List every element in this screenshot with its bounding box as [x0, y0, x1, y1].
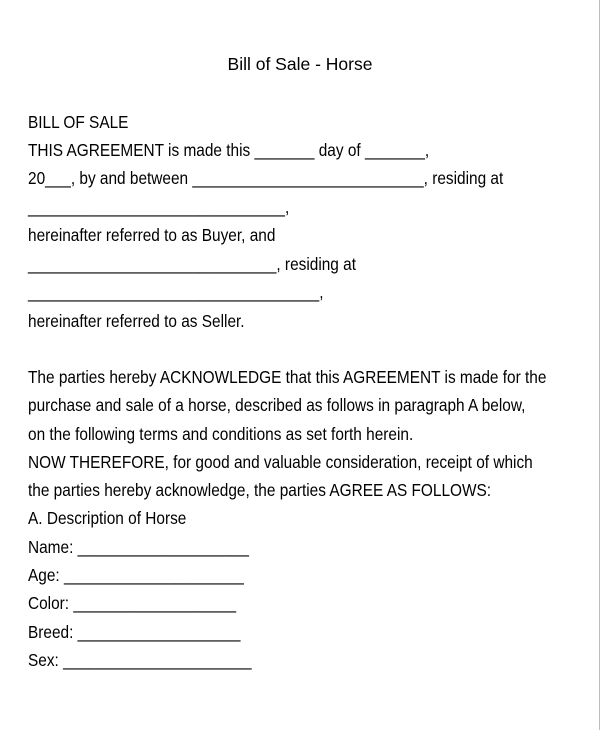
agreement-date-line: THIS AGREEMENT is made this _______ day of _______,	[28, 140, 430, 160]
seller-name-line: _____________________________, residing at	[28, 254, 356, 274]
section-a-heading: A. Description of Horse	[28, 508, 187, 528]
buyer-reference-line: hereinafter referred to as Buyer, and	[28, 225, 276, 245]
parties-line: 20___, by and between ___________________________, residing at	[28, 168, 504, 188]
horse-age-field: Age: _____________________	[28, 565, 244, 585]
acknowledge-paragraph-line-3: on the following terms and conditions as set forth herein.	[28, 424, 414, 444]
seller-reference-line: hereinafter referred to as Seller.	[28, 311, 245, 331]
acknowledge-paragraph-line-2: purchase and sale of a horse, described as follows in paragraph A below,	[28, 395, 526, 415]
horse-sex-field: Sex: ______________________	[28, 650, 252, 670]
buyer-address-blank: ______________________________,	[28, 197, 290, 217]
acknowledge-paragraph-line-1: The parties hereby ACKNOWLEDGE that this AGREEMENT is made for the	[28, 367, 547, 387]
horse-breed-field: Breed: ___________________	[28, 622, 241, 642]
heading-bill-of-sale: BILL OF SALE	[28, 112, 129, 132]
horse-color-field: Color: ___________________	[28, 593, 237, 613]
seller-address-blank: __________________________________,	[28, 282, 324, 302]
now-therefore-line-1: NOW THEREFORE, for good and valuable consideration, receipt of which	[28, 452, 533, 472]
document-title: Bill of Sale - Horse	[227, 54, 373, 74]
horse-name-field: Name: ____________________	[28, 537, 249, 557]
now-therefore-line-2: the parties hereby acknowledge, the parties AGREE AS FOLLOWS:	[28, 480, 492, 500]
